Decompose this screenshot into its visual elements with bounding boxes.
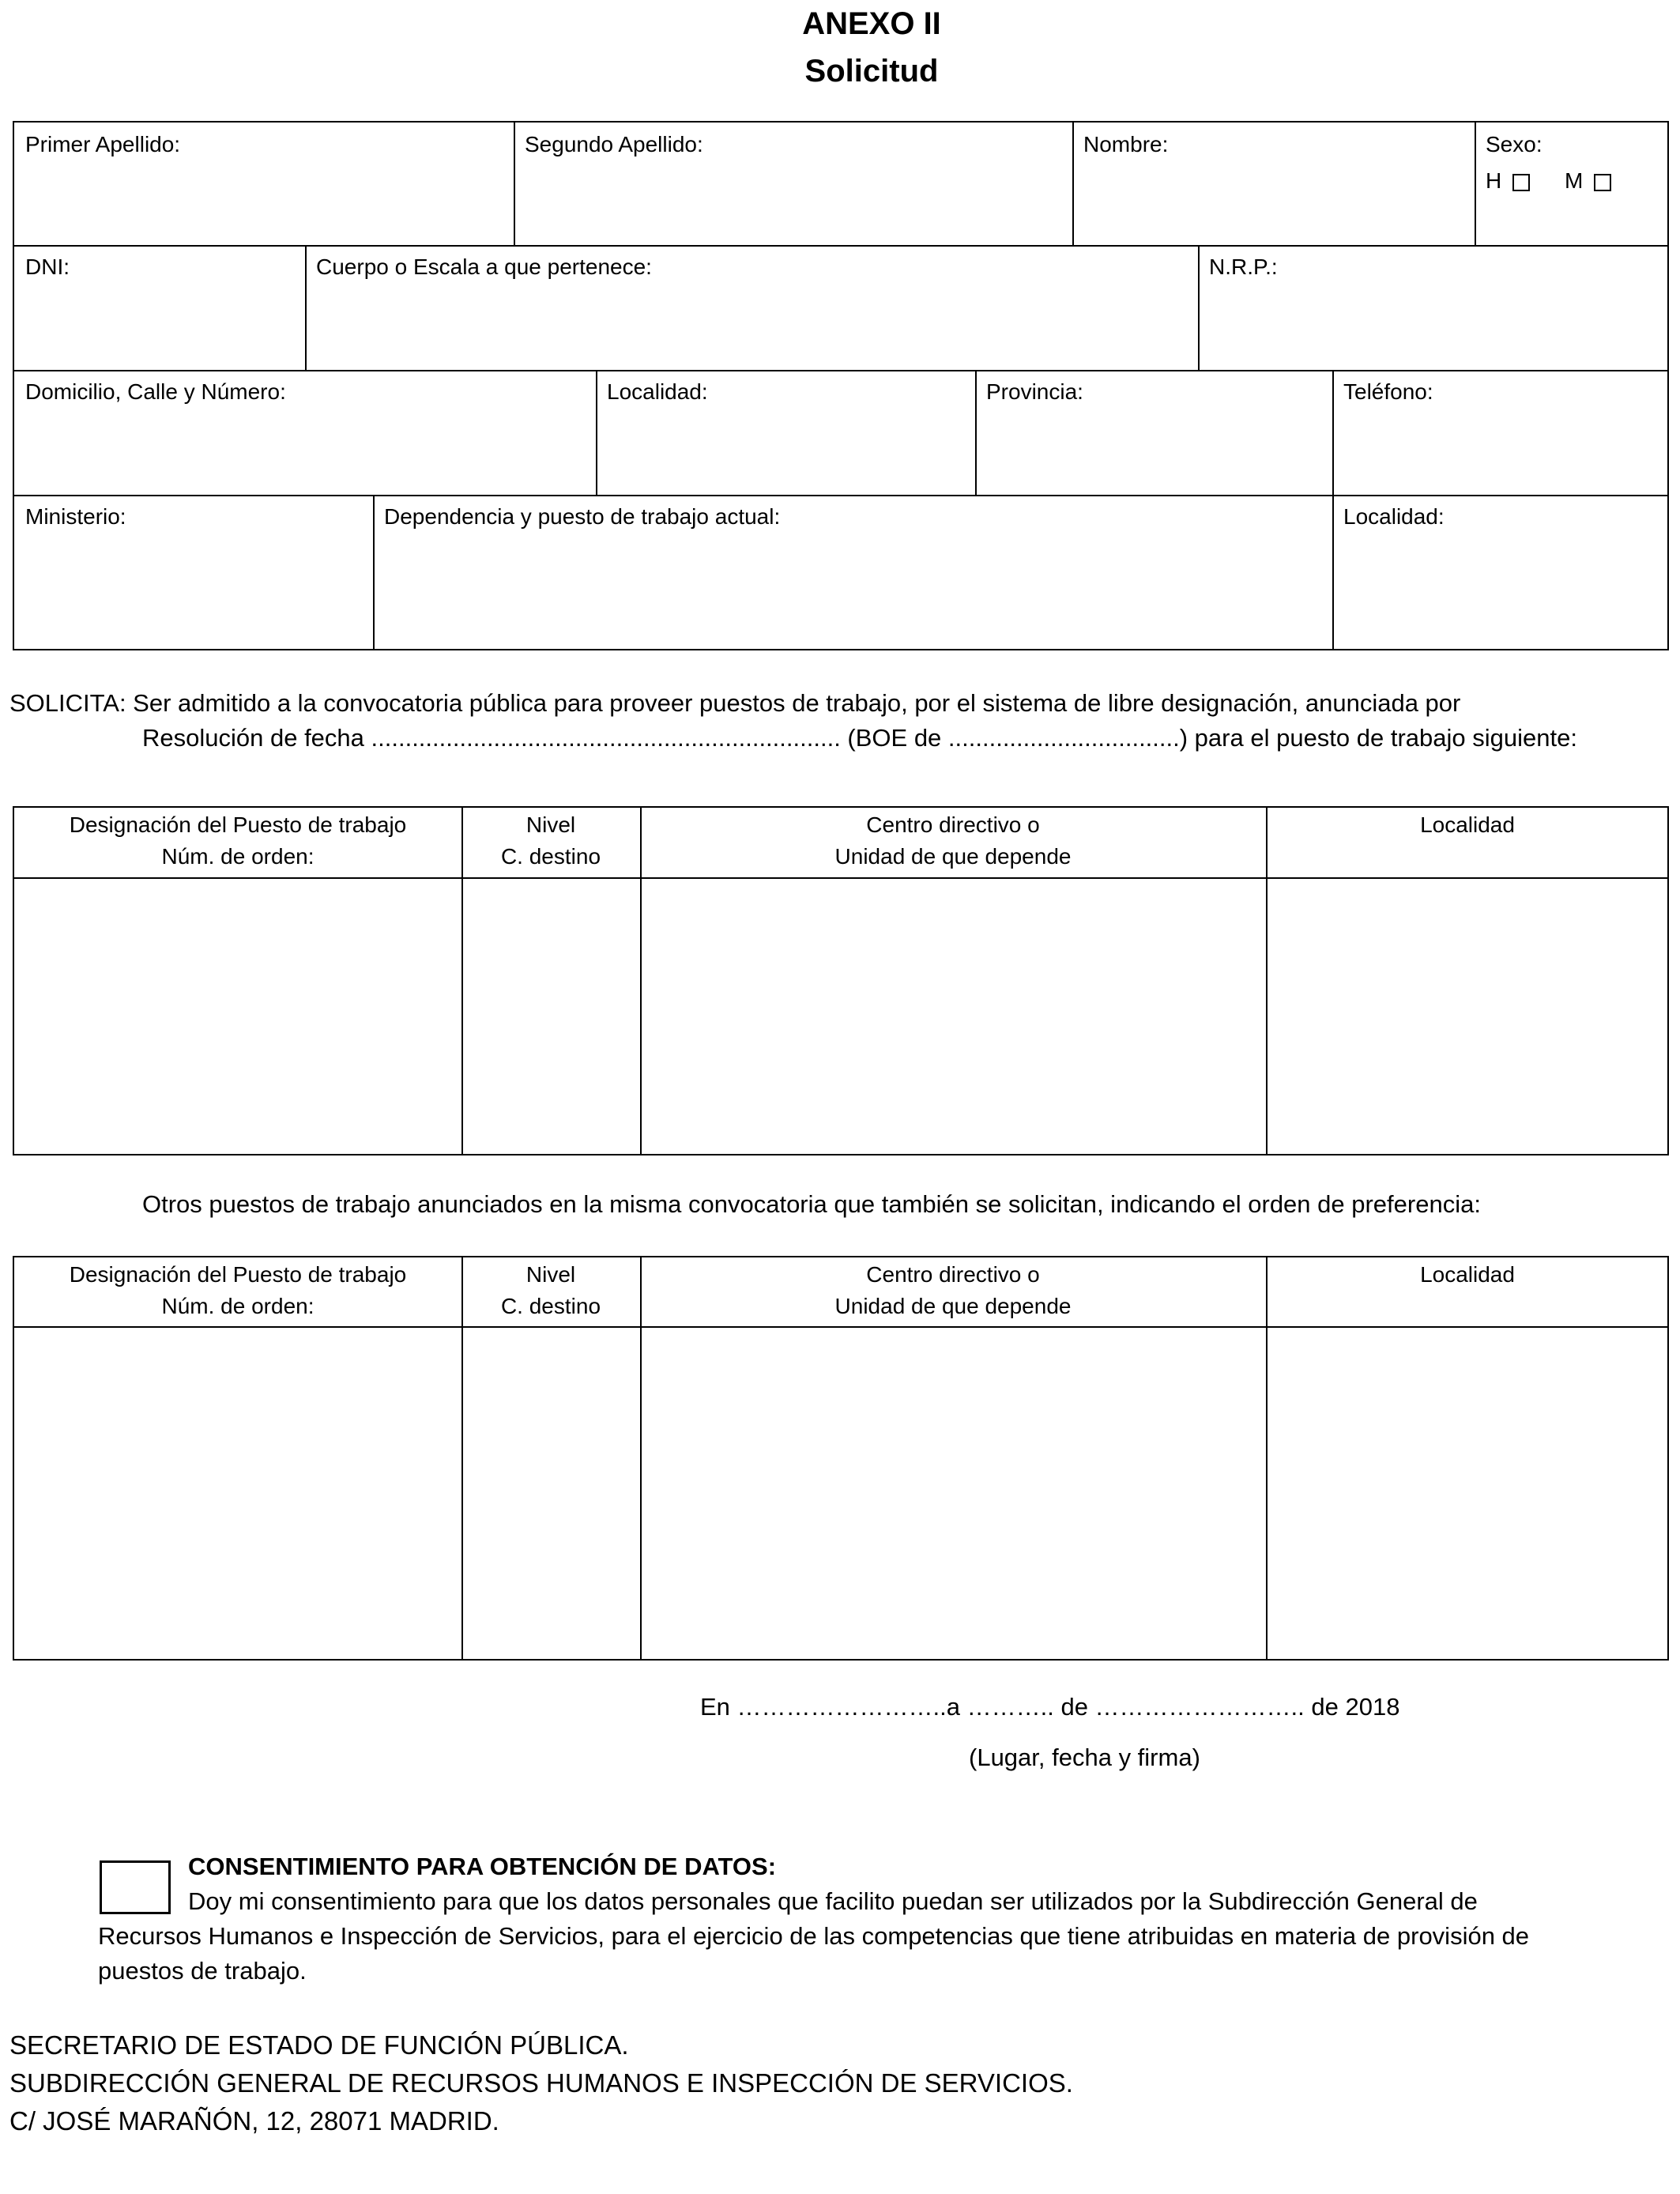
designacion-cell[interactable] xyxy=(14,1326,461,1661)
fecha-line: En ……………………..a ……….. de …………………….. de 2018 xyxy=(700,1693,1400,1721)
centro-cell[interactable] xyxy=(640,1326,1266,1661)
header-localidad-line1: Localidad xyxy=(1420,812,1515,837)
sexo-m-label: M xyxy=(1565,168,1584,193)
consent-title: CONSENTIMIENTO PARA OBTENCIÓN DE DATOS: xyxy=(188,1853,777,1880)
consent-line-1: Doy mi consentimiento para que los datos personales que facilito puedan ser utilizados por la Subdirección General de xyxy=(188,1887,1478,1915)
header-localidad-line1: Localidad xyxy=(1420,1262,1515,1287)
nivel-cell[interactable] xyxy=(461,1326,640,1661)
ministerio-label: Ministerio: xyxy=(25,504,126,529)
segundo-apellido-field[interactable] xyxy=(514,123,1072,245)
localidad-cell[interactable] xyxy=(1266,877,1669,1155)
dependencia-field[interactable] xyxy=(373,495,1332,650)
otros-puestos-table xyxy=(13,1256,1669,1661)
primer-apellido-field[interactable] xyxy=(14,123,514,245)
consent-line-2: Recursos Humanos e Inspección de Servicios, para el ejercicio de las competencias que tiene atribuidas en materia de provisión de xyxy=(98,1922,1530,1950)
header-centro-line1: Centro directivo o xyxy=(866,812,1040,837)
header-designacion-line1: Designación del Puesto de trabajo xyxy=(69,812,407,837)
header-centro-line1: Centro directivo o xyxy=(866,1262,1040,1287)
provincia-label: Provincia: xyxy=(986,379,1083,404)
header-localidad xyxy=(1266,808,1669,841)
document-title: ANEXO II xyxy=(802,6,941,41)
header-centro-line2: Unidad de que depende xyxy=(834,844,1072,869)
dependencia-label: Dependencia y puesto de trabajo actual: xyxy=(384,504,781,529)
header-nivel-line1: Nivel xyxy=(525,812,576,837)
telefono-field[interactable] xyxy=(1332,370,1669,495)
footer-line-2: SUBDIRECCIÓN GENERAL DE RECURSOS HUMANOS E INSPECCIÓN DE SERVICIOS. xyxy=(9,2068,1073,2098)
header-centro xyxy=(640,808,1266,873)
dni-label: DNI: xyxy=(25,254,70,279)
consent-line-3: puestos de trabajo. xyxy=(98,1957,307,1985)
nombre-field[interactable] xyxy=(1072,123,1475,245)
cuerpo-label: Cuerpo o Escala a que pertenece: xyxy=(316,254,652,279)
header-nivel-line2: C. destino xyxy=(500,1294,601,1318)
primer-apellido-label: Primer Apellido: xyxy=(25,132,181,156)
header-nivel-line2: C. destino xyxy=(500,844,601,869)
puesto-table xyxy=(13,806,1669,1155)
telefono-label: Teléfono: xyxy=(1343,379,1433,404)
sexo-m-checkbox[interactable] xyxy=(1594,174,1611,191)
domicilio-label: Domicilio, Calle y Número: xyxy=(25,379,286,404)
nivel-cell[interactable] xyxy=(461,877,640,1155)
header-localidad xyxy=(1266,1257,1669,1291)
nrp-label: N.R.P.: xyxy=(1209,254,1278,279)
header-designacion-line2: Núm. de orden: xyxy=(161,844,315,869)
header-designacion xyxy=(14,808,461,873)
header-centro-line2: Unidad de que depende xyxy=(834,1294,1072,1318)
header-nivel-line1: Nivel xyxy=(525,1262,576,1287)
domicilio-field[interactable] xyxy=(14,370,596,495)
cuerpo-field[interactable] xyxy=(305,245,1198,370)
nrp-field[interactable] xyxy=(1198,245,1669,370)
otros-puestos-text: Otros puestos de trabajo anunciados en la misma convocatoria que también se solicitan, indicando el orden de preferencia: xyxy=(142,1190,1481,1218)
footer-line-1: SECRETARIO DE ESTADO DE FUNCIÓN PÚBLICA. xyxy=(9,2030,629,2060)
sexo-h-label: H xyxy=(1486,168,1502,193)
header-nivel xyxy=(461,1257,640,1322)
ministerio-field[interactable] xyxy=(14,495,373,650)
document-subtitle: Solicitud xyxy=(804,54,939,89)
localidad-actual-label: Localidad: xyxy=(1343,504,1445,529)
header-centro xyxy=(640,1257,1266,1322)
header-designacion-line1: Designación del Puesto de trabajo xyxy=(69,1262,407,1287)
header-designacion-line2: Núm. de orden: xyxy=(161,1294,315,1318)
solicita-line-2: Resolución de fecha ..................................................................... (BOE de ..................................) para el puesto de trabajo siguiente: xyxy=(142,724,1577,752)
segundo-apellido-label: Segundo Apellido: xyxy=(525,132,703,156)
footer-address xyxy=(9,2026,1073,2140)
localidad-cell[interactable] xyxy=(1266,1326,1669,1661)
footer-line-3: C/ JOSÉ MARAÑÓN, 12, 28071 MADRID. xyxy=(9,2106,499,2136)
personal-data-form xyxy=(13,121,1669,650)
designacion-cell[interactable] xyxy=(14,877,461,1155)
header-nivel xyxy=(461,808,640,873)
header-designacion xyxy=(14,1257,461,1322)
solicita-line-1: SOLICITA: Ser admitido a la convocatoria pública para proveer puestos de trabajo, por el sistema de libre designación, anunciada por xyxy=(9,689,1461,717)
provincia-field[interactable] xyxy=(975,370,1332,495)
dni-field[interactable] xyxy=(14,245,305,370)
sexo-h-checkbox[interactable] xyxy=(1512,174,1530,191)
nombre-label: Nombre: xyxy=(1083,132,1169,156)
centro-cell[interactable] xyxy=(640,877,1266,1155)
localidad-actual-field[interactable] xyxy=(1332,495,1669,650)
localidad-label: Localidad: xyxy=(607,379,708,404)
lugar-fecha-firma: (Lugar, fecha y firma) xyxy=(969,1744,1200,1771)
localidad-field[interactable] xyxy=(596,370,975,495)
consent-checkbox[interactable] xyxy=(100,1860,171,1914)
sexo-field xyxy=(1475,123,1669,245)
sexo-options xyxy=(1486,168,1611,194)
sexo-label: Sexo: xyxy=(1486,132,1543,156)
